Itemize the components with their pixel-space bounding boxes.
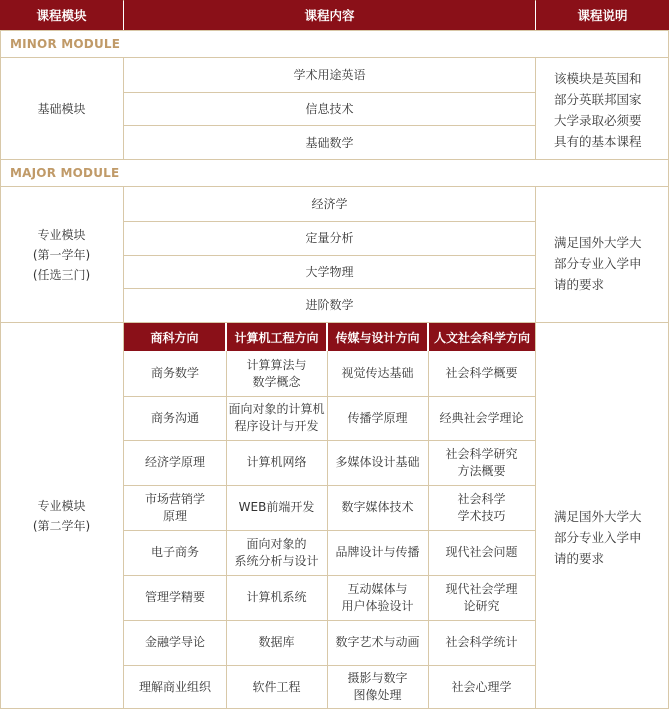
year1-module-name [0, 187, 123, 322]
minor-description [554, 68, 664, 152]
course-name: 数字艺术与动画 [335, 635, 420, 649]
course-name: 经济学原理 [144, 455, 205, 469]
course-cell [327, 351, 428, 396]
header-course-module: 课程模块 [0, 0, 123, 30]
desc-line: 大学录取必须要 [554, 113, 642, 128]
module-name-line: (第二学年) [32, 519, 91, 533]
minor-course: 信息技术 [305, 101, 354, 116]
desc-line: 该模块是英国和 [554, 71, 642, 86]
course-cell [428, 351, 535, 396]
course-name: 市场营销学 [144, 491, 205, 506]
course-name: 管理学精要 [144, 590, 205, 604]
course-cell [428, 575, 535, 620]
desc-line: 部分英联邦国家 [554, 92, 642, 107]
course-cell [124, 351, 226, 396]
course-cell [428, 440, 535, 485]
desc-line: 请的要求 [554, 551, 605, 566]
course-name: 社会科学概要 [445, 366, 518, 380]
course-name: 金融学导论 [144, 635, 205, 649]
course-cell [226, 575, 327, 620]
course-name: 方法概要 [457, 463, 506, 478]
year1-course: 进阶数学 [305, 298, 354, 312]
course-cell [428, 485, 535, 530]
course-cell [226, 396, 327, 440]
year1-course: 定量分析 [305, 231, 354, 245]
course-name: 现代社会学理 [445, 581, 518, 596]
course-name: 论研究 [463, 598, 500, 613]
course-name: 品牌设计与传播 [335, 545, 420, 559]
course-name: 数学概念 [252, 374, 301, 389]
course-name: 现代社会问题 [445, 545, 518, 559]
desc-line: 部分专业入学申 [554, 256, 642, 271]
course-name: 系统分析与设计 [234, 553, 319, 568]
year2-description [554, 506, 664, 569]
track-header-computer: 计算机工程方向 [227, 323, 326, 351]
module-name-line: 专业模块 [37, 499, 86, 513]
course-cell [327, 440, 428, 485]
year2-module-name [0, 323, 123, 709]
course-name: 计算算法与 [246, 357, 307, 372]
course-cell [428, 396, 535, 440]
course-cell [327, 530, 428, 575]
course-cell [428, 620, 535, 665]
course-name: 电子商务 [150, 545, 199, 559]
desc-line: 请的要求 [554, 277, 605, 292]
course-name: 面向对象的计算机 [228, 402, 325, 416]
course-name: WEB前端开发 [238, 500, 315, 514]
course-cell [327, 620, 428, 665]
course-cell [124, 575, 226, 620]
course-cell [226, 620, 327, 665]
course-name: 计算机系统 [246, 590, 307, 604]
minor-module-name: 基础模块 [37, 101, 86, 116]
course-name: 面向对象的 [246, 536, 307, 551]
course-name: 摄影与数字 [347, 671, 408, 685]
course-name: 商务沟通 [150, 410, 199, 425]
divider [535, 58, 536, 160]
course-name: 计算机网络 [246, 455, 307, 469]
course-name: 商务数学 [150, 366, 199, 380]
course-name: 用户体验设计 [341, 598, 414, 613]
course-cell [327, 665, 428, 709]
track-header-media: 传媒与设计方向 [328, 323, 427, 351]
section-major-module: MAJOR MODULE [0, 159, 669, 187]
course-name: 传播学原理 [347, 410, 408, 425]
course-cell [327, 485, 428, 530]
course-cell [226, 351, 327, 396]
course-name: 经典社会学理论 [439, 410, 524, 425]
course-cell [226, 485, 327, 530]
header-course-content: 课程内容 [124, 0, 535, 30]
course-cell [226, 530, 327, 575]
course-name: 原理 [162, 508, 187, 523]
course-name: 互动媒体与 [347, 581, 408, 596]
course-name: 社会科学统计 [445, 635, 518, 649]
minor-course: 学术用途英语 [293, 67, 366, 82]
course-cell [226, 440, 327, 485]
module-name-line: (第一学年) [32, 247, 91, 262]
track-header-business: 商科方向 [124, 323, 225, 351]
year1-description [554, 232, 664, 295]
year1-course: 大学物理 [305, 264, 354, 279]
course-cell [428, 665, 535, 709]
module-name-line: (任选三门) [32, 267, 91, 282]
course-cell [124, 440, 226, 485]
module-name-line: 专业模块 [37, 227, 86, 242]
divider [535, 322, 536, 709]
course-cell [124, 530, 226, 575]
minor-course: 基础数学 [305, 135, 354, 150]
course-cell [124, 485, 226, 530]
course-name: 多媒体设计基础 [335, 455, 420, 469]
section-minor-module: MINOR MODULE [0, 30, 669, 58]
course-name: 理解商业组织 [138, 679, 211, 694]
course-cell [226, 665, 327, 709]
course-cell [124, 396, 226, 440]
course-name: 社会科学 [457, 491, 506, 506]
course-name: 图像处理 [353, 688, 402, 702]
desc-line: 满足国外大学大 [554, 509, 642, 524]
course-name: 数字媒体技术 [341, 500, 414, 514]
header-course-description: 课程说明 [536, 0, 669, 30]
course-name: 社会心理学 [451, 679, 512, 694]
course-name: 学术技巧 [457, 508, 506, 523]
track-header-humanities: 人文社会科学方向 [429, 323, 535, 351]
course-cell [124, 620, 226, 665]
course-name: 视觉传达基础 [341, 366, 414, 380]
course-cell [327, 396, 428, 440]
course-cell [124, 665, 226, 709]
course-name: 社会科学研究 [445, 446, 518, 461]
divider [535, 187, 536, 323]
course-name: 软件工程 [252, 679, 301, 694]
desc-line: 部分专业入学申 [554, 530, 642, 545]
course-name: 数据库 [258, 635, 295, 649]
course-name: 程序设计与开发 [234, 419, 319, 433]
desc-line: 满足国外大学大 [554, 235, 642, 250]
course-cell [428, 530, 535, 575]
desc-line: 具有的基本课程 [554, 134, 642, 149]
course-cell [327, 575, 428, 620]
year1-course: 经济学 [311, 196, 348, 211]
